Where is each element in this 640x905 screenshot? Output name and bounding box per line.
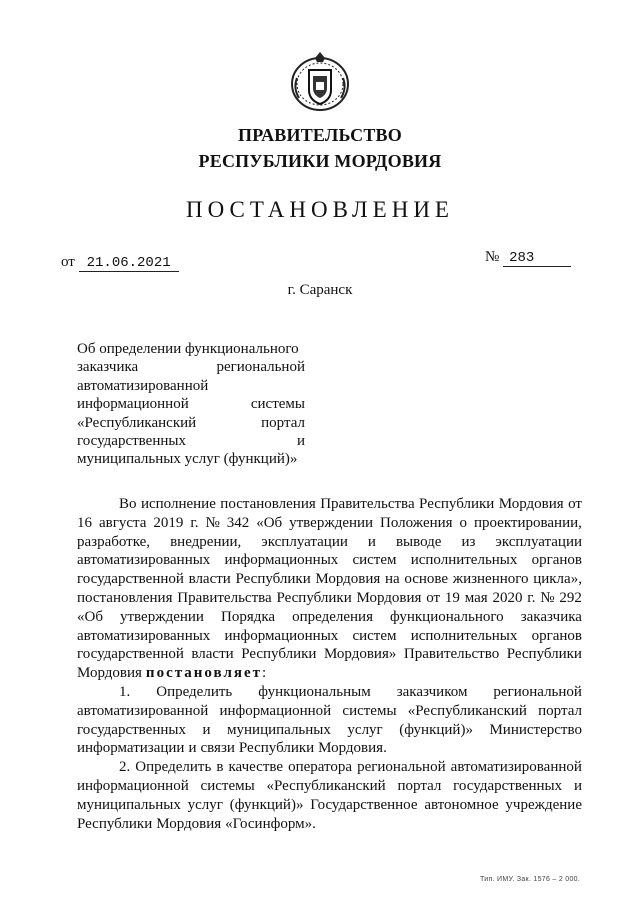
date-line <box>61 254 179 272</box>
print-mark: Тип. ИМУ. Зак. 1576 – 2 000. <box>480 876 581 883</box>
body-line: государственной власти Республики Мордовия на основе жизненного цикла», <box>77 571 582 588</box>
body-line: Республики Мордовия «Госинформ». <box>77 815 316 832</box>
subject-line <box>77 432 305 450</box>
body-line: разработке, внедрении, эксплуатации и выводе из эксплуатации <box>77 533 582 550</box>
subject-text: заказчика <box>77 359 139 376</box>
body-line: муниципальных услуг (функций)» Государственное автономное учреждение <box>77 796 582 813</box>
body-line: автоматизированной информационной системы «Республиканский портал <box>77 702 582 719</box>
body-line: Во исполнение постановления Правительства Республики Мордовия от <box>119 496 582 512</box>
body-line: государственной власти Республики Мордовия» Правительство Республики <box>77 646 582 663</box>
date-prefix: от <box>61 254 75 270</box>
document-number: 283 <box>503 250 571 267</box>
body-line: информационной системы «Республиканский портал государственных и <box>77 777 582 794</box>
document-subject <box>77 340 305 469</box>
subject-text: автоматизированной <box>77 377 209 394</box>
document-date: 21.06.2021 <box>79 255 179 272</box>
subject-text: информационной <box>77 396 189 413</box>
subject-text: региональной <box>216 359 305 376</box>
decree-word: постановляет <box>145 665 263 682</box>
subject-text: и <box>296 433 305 450</box>
body-line: 1. Определить функциональным заказчиком региональной <box>119 683 582 700</box>
body-line: постановления Правительства Республики Мордовия от 19 мая 2020 г. № 292 <box>77 589 582 606</box>
subject-line <box>77 395 305 413</box>
body-line: автоматизированных информационных систем исполнительных органов <box>77 552 582 569</box>
subject-text: системы <box>250 396 305 413</box>
government-title-line2: РЕСПУБЛИКИ МОРДОВИЯ <box>198 151 442 171</box>
body-line: информатизации и связи Республики Мордовия. <box>77 740 387 757</box>
document-body <box>77 495 582 833</box>
coat-of-arms-icon <box>285 48 355 114</box>
body-line: 16 августа 2019 г. № 342 «Об утверждении Положения о проектировании, <box>77 514 582 531</box>
subject-line <box>77 358 305 376</box>
body-line: 2. Определить в качестве оператора региональной автоматизированной <box>119 759 582 776</box>
subject-line <box>77 377 305 395</box>
subject-line <box>77 340 305 358</box>
subject-text: государственных <box>77 433 186 450</box>
subject-line <box>77 450 305 468</box>
body-line: государственных и муниципальных услуг (функций)» Министерство <box>77 721 582 738</box>
city: г. Саранск <box>287 282 353 298</box>
document-type: ПОСТАНОВЛЕНИЕ <box>186 197 454 222</box>
number-prefix: № <box>485 249 500 265</box>
subject-text: муниципальных услуг (функций)» <box>77 451 298 468</box>
subject-text: портал <box>261 414 305 431</box>
subject-text: «Республиканский <box>77 414 197 431</box>
body-line: автоматизированных информационных систем исполнительных органов <box>77 627 582 644</box>
body-line: Мордовия постановляет : <box>77 665 267 682</box>
number-line <box>485 249 571 267</box>
government-title-line1: ПРАВИТЕЛЬСТВО <box>238 125 402 145</box>
body-line: «Об утверждении Порядка определения функционального заказчика <box>77 608 582 625</box>
subject-text: Об определении функционального <box>77 341 299 357</box>
subject-line <box>77 414 305 432</box>
